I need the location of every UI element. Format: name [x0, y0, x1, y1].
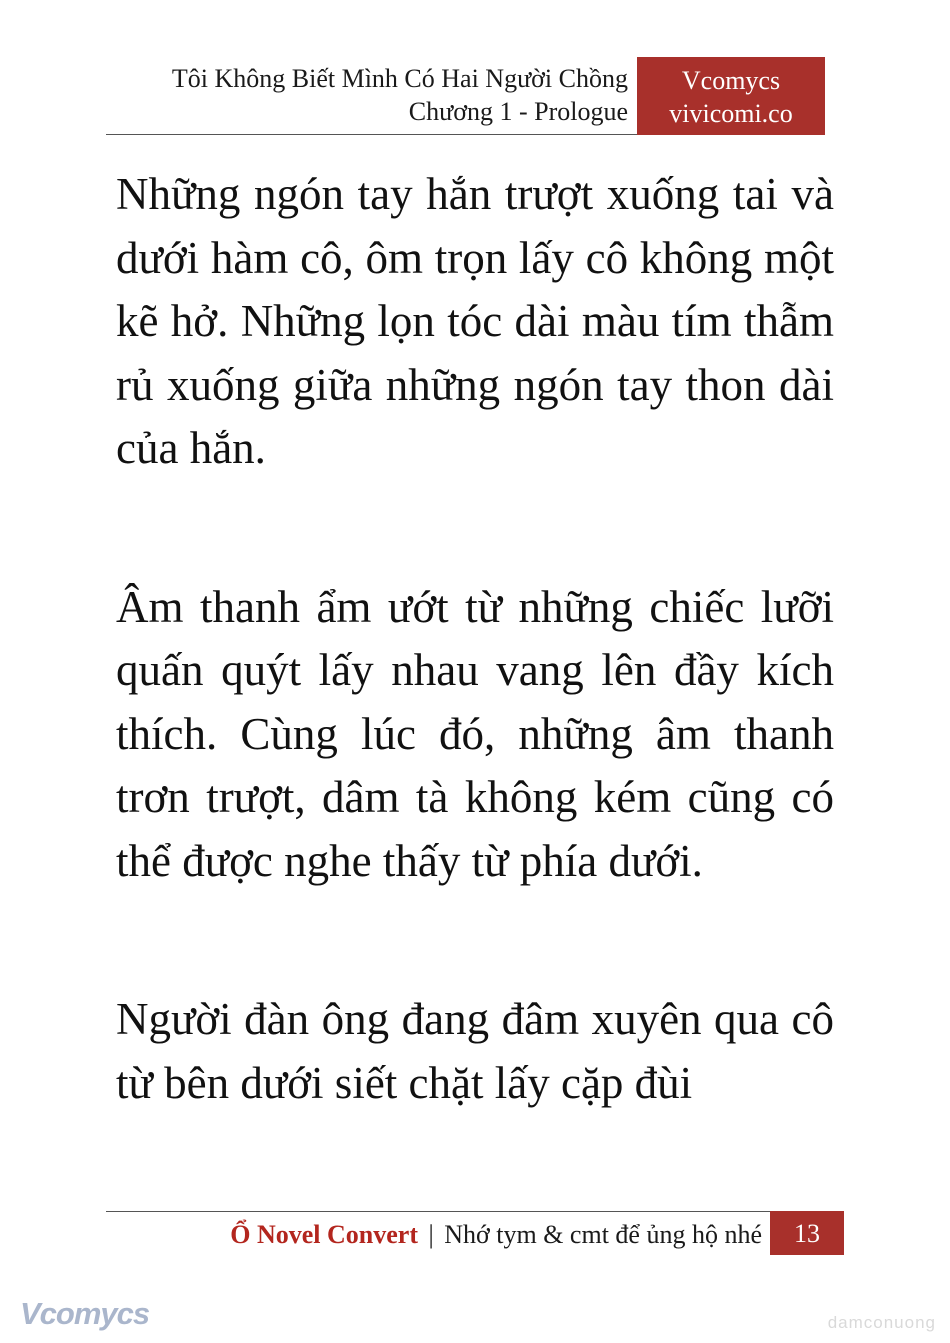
page-number: 13 — [770, 1211, 844, 1255]
paragraph: Người đàn ông đang đâm xuyên qua cô từ bên dưới siết chặt lấy cặp đùi — [116, 994, 834, 1108]
footer-divider — [106, 1211, 770, 1212]
header-site: vivicomi.co — [669, 99, 793, 128]
header-brand: Vcomycs — [681, 66, 781, 95]
footer-brand: Ổ Novel Convert — [230, 1220, 419, 1249]
header-divider — [106, 134, 637, 135]
watermark-logo: Vcomycs — [20, 1296, 150, 1331]
book-title: Tôi Không Biết Mình Có Hai Người Chồng — [171, 64, 628, 93]
header-brand-box — [637, 57, 825, 135]
footer-separator: | — [428, 1220, 434, 1249]
footer-message: Nhớ tym & cmt để ủng hộ nhé — [444, 1220, 762, 1249]
page-header — [172, 62, 628, 128]
page-footer — [230, 1217, 762, 1253]
chapter-title: Chương 1 - Prologue — [408, 97, 628, 126]
body-text — [116, 163, 834, 1115]
paragraph: Những ngón tay hắn trượt xuống tai và dưới hàm cô, ôm trọn lấy cô không một kẽ hở. Những lọn tóc dài màu tím thẫm rủ xuống giữa những ngón tay thon dài của hắn. — [116, 169, 834, 473]
paragraph: Âm thanh ẩm ướt từ những chiếc lưỡi quấn quýt lấy nhau vang lên đầy kích thích. Cùng lúc đó, những âm thanh trơn trượt, dâm tà không kém cũng có thể được nghe thấy từ phía dưới. — [116, 581, 834, 886]
watermark-text: damconuong — [827, 1313, 936, 1332]
